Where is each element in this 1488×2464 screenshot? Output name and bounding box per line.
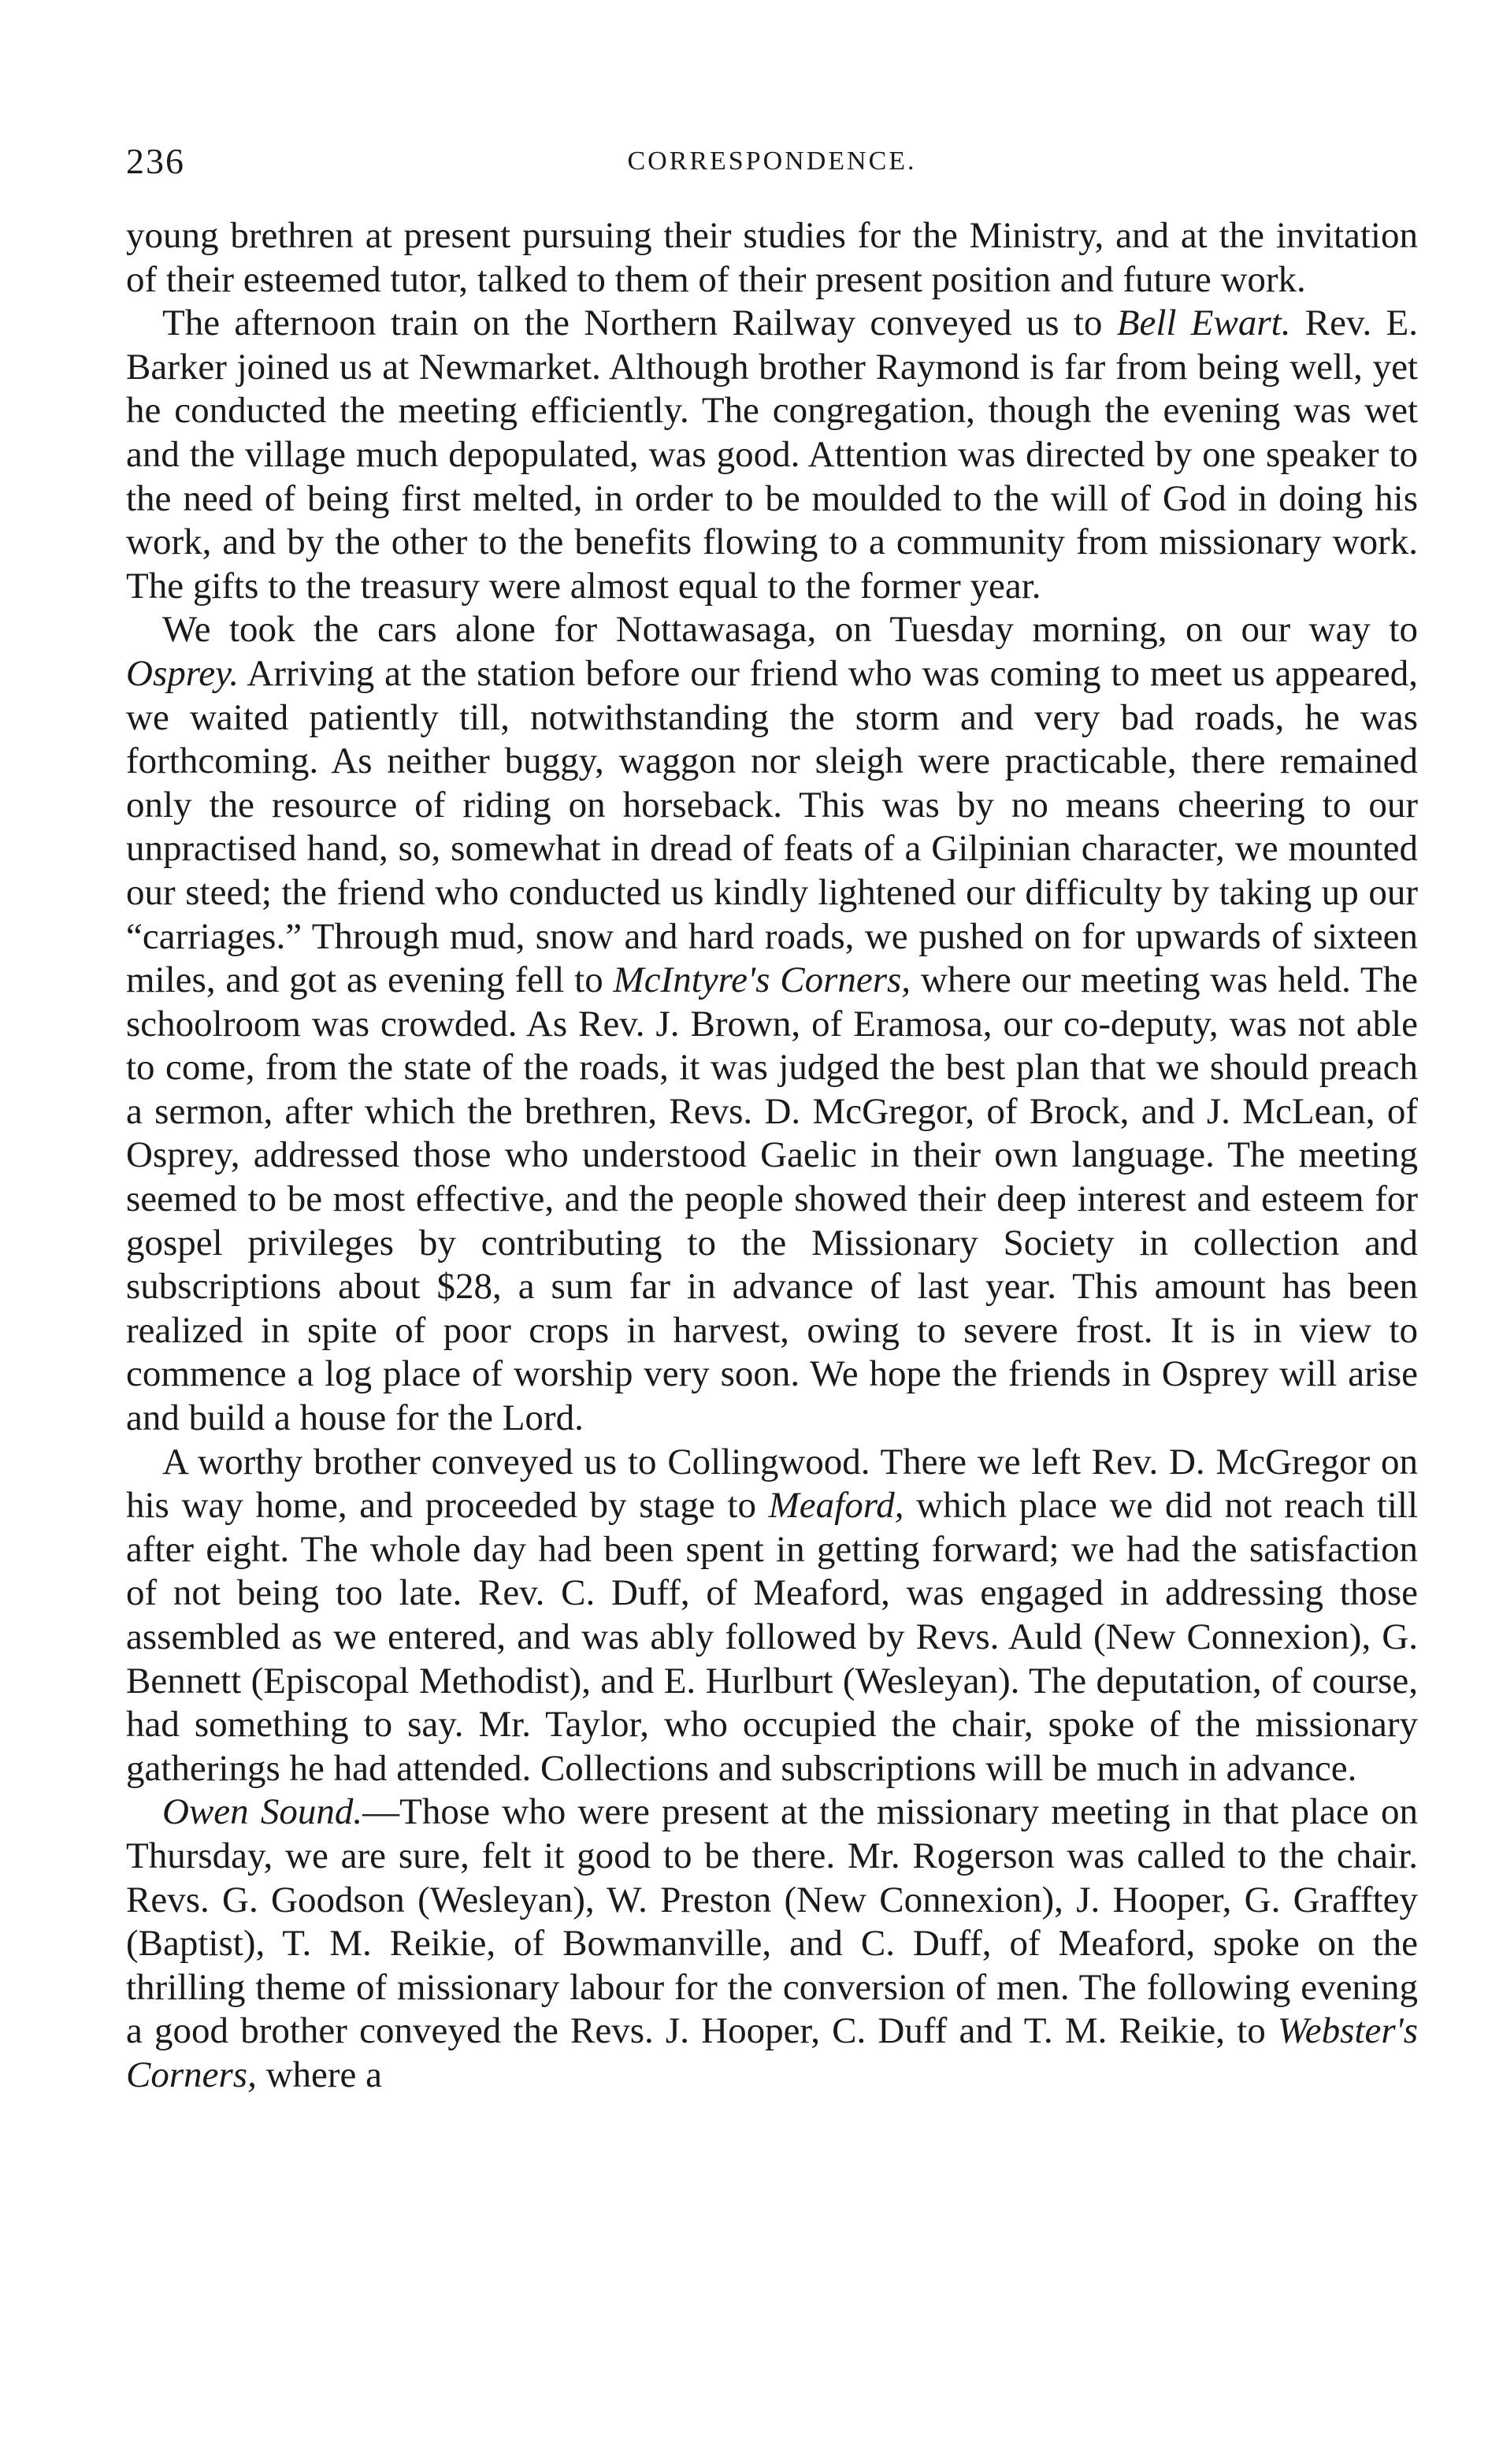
text-run: We took the cars alone for Nottawasaga, on Tuesday morning, on our way to: [162, 609, 1418, 651]
italic-text: Bell Ewart.: [1116, 302, 1291, 344]
italic-text: McIntyre's Corners,: [613, 959, 911, 1001]
text-run: Rev. E. Barker joined us at Newmarket. Although brother Raymond is far from being well, yet he conducted the meeting efficiently. The congregation, though the evening was wet and the village much depopulated, was good. Attention was directed by one speaker to the need of being first melted, in order to be moulded to the will of God in doing his work, and by the other to the benefits flowing to a community from missionary work. The gifts to the treasury were almost equal to the former year.: [126, 302, 1418, 607]
italic-text: Osprey.: [126, 652, 239, 694]
text-run: which place we did not reach till after eight. The whole day had been spent in getting forward; we had the satisfaction of not being too late. Rev. C. Duff, of Meaford, was engaged in addressing those assembled as we entered, and was ably followed by Revs. Auld (New Connexion), G. Bennett (Episcopal Methodist), and E. Hurlburt (Wesleyan). The deputation, of course, had something to say. Mr. Taylor, who occupied the chair, spoke of the missionary gatherings he had attended. Collections and subscriptions will be much in advance.: [126, 1485, 1419, 1789]
text-run: —Those who were present at the missionary meeting in that place on Thursday, we are sure, felt it good to be there. Mr. Rogerson was called to the chair. Revs. G. Goodson (Wesleyan), W. Preston (New Connexion), J. Hooper, G. Grafftey (Baptist), T. M. Reikie, of Bowmanville, and C. Duff, of Meaford, spoke on the thrilling theme of missionary labour for the conversion of men. The following evening a good brother conveyed the Revs. J. Hooper, C. Duff and T. M. Reikie, to: [126, 1791, 1418, 2052]
text-run: where our meeting was held. The schoolroom was crowded. As Rev. J. Brown, of Eramosa, our co-deputy, was not able to come, from the state of the roads, it was judged the best plan that we should preach a sermon, after which the brethren, Revs. D. McGregor, of Brock, and J. McLean, of Osprey, addressed those who understood Gaelic in their own language. The meeting seemed to be most effective, and the people showed their deep interest and esteem for gospel privileges by contributing to the Missionary Society in collection and subscriptions about $28, a sum far in advance of last year. This amount has been realized in spite of poor crops in harvest, owing to severe frost. It is in view to commence a log place of worship very soon. We hope the friends in Osprey will arise and build a house for the Lord.: [126, 959, 1418, 1439]
text-run: young brethren at present pursuing their studies for the Ministry, and at the invitation of their esteemed tutor, talked to them of their present position and future work.: [126, 215, 1418, 300]
body-text: [126, 214, 1418, 2098]
paragraph: [126, 214, 1418, 302]
text-run: where a: [256, 2054, 383, 2095]
italic-text: Owen Sound.: [162, 1791, 363, 1833]
text-run: A worthy brother conveyed us to Collingwood. There we left Rev. D. McGregor on his way home, and proceeded by stage to: [126, 1441, 1418, 1527]
running-title: CORRESPONDENCE.: [627, 147, 917, 176]
paragraph: [126, 302, 1418, 608]
paragraph: [126, 1790, 1418, 2097]
paragraph: [126, 608, 1418, 1440]
page-number: 236: [126, 141, 185, 181]
italic-text: Meaford,: [768, 1485, 904, 1527]
page-header: [126, 134, 1418, 189]
text-run: Arriving at the station before our friend who was coming to meet us appeared, we waited patiently till, notwithstanding the storm and very bad roads, he was forthcoming. As neither buggy, waggon nor sleigh were practicable, there remained only the resource of riding on horseback. This was by no means cheering to our unpractised hand, so, somewhat in dread of feats of a Gilpinian character, we mounted our steed; the friend who conducted us kindly lightened our difficulty by taking up our “carriages.” Through mud, snow and hard roads, we pushed on for upwards of sixteen miles, and got as evening fell to: [126, 652, 1418, 1001]
text-run: The afternoon train on the Northern Railway conveyed us to: [162, 302, 1117, 344]
italic-text: Webster's Corners,: [126, 2010, 1418, 2095]
paragraph: [126, 1441, 1418, 1791]
